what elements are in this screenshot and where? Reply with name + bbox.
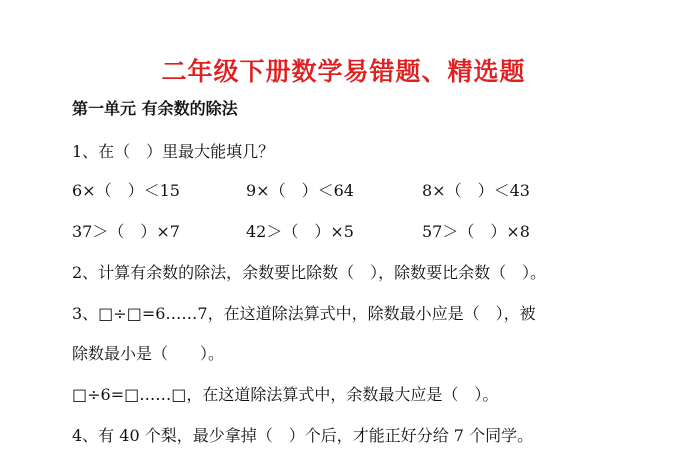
q1-item: 57＞（ ）×8 (422, 222, 530, 241)
question-3-line-1: 3、□÷□=6……7，在这道除法算式中，除数最小应是（ ），被 (72, 304, 536, 323)
unit-heading: 第一单元 有余数的除法 (72, 99, 238, 118)
question-1-prompt: 1、在（ ）里最大能填几？ (72, 142, 275, 161)
q1-item: 42＞（ ）×5 (246, 222, 354, 241)
page-title: 二年级下册数学易错题、精选题 (161, 57, 526, 86)
question-3-line-3: □÷6=□……□，在这道除法算式中，余数最大应是（ ）。 (72, 385, 499, 404)
q1-item: 9×（ ）＜64 (246, 181, 354, 200)
question-3-line-2: 除数最小是（ ）。 (72, 344, 225, 363)
q1-item: 37＞（ ）×7 (72, 222, 180, 241)
q1-item: 6×（ ）＜15 (72, 181, 180, 200)
question-2: 2、计算有余数的除法，余数要比除数（ ），除数要比余数（ ）。 (72, 263, 547, 282)
q1-item: 8×（ ）＜43 (422, 181, 530, 200)
question-4: 4、有 40 个梨，最少拿掉（ ）个后，才能正好分给 7 个同学。 (72, 426, 534, 445)
